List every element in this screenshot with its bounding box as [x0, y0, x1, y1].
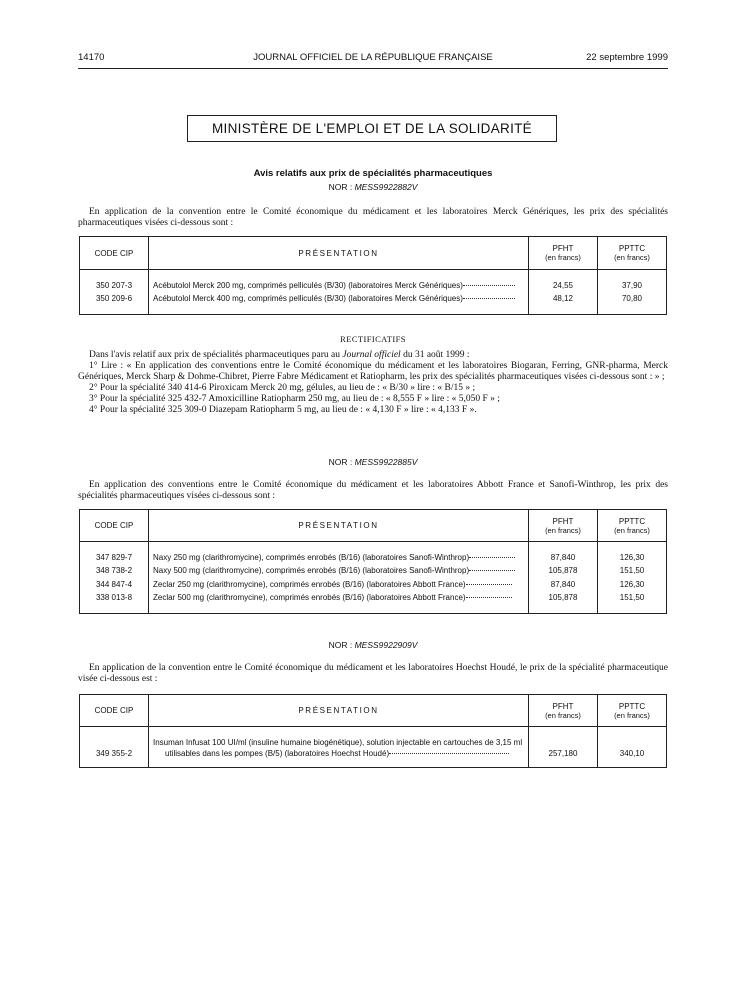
rectificatifs-intro [78, 350, 668, 361]
nor-code: MESS9922882V [354, 182, 418, 192]
col-header-ppttc [598, 695, 667, 727]
nor-reference-2 [78, 457, 668, 467]
pfht-value: 105,878 [529, 592, 598, 605]
ppttc-value: 340,10 [598, 737, 667, 759]
ppttc-unit: (en francs) [614, 253, 650, 262]
ppttc-value: 37,90 [598, 280, 667, 293]
presentation-cell [149, 737, 529, 759]
pfht-value: 87,840 [529, 552, 598, 565]
presentation-text: Acébutolol Merck 400 mg, comprimés pelliculés (B/30) (laboratoires Merck Génériques) [153, 294, 463, 303]
ppttc-value: 70,80 [598, 293, 667, 306]
presentation-cell [149, 579, 529, 592]
col-header-code: CODE CIP [80, 510, 149, 542]
nor-label: NOR : [328, 640, 353, 650]
pfht-value: 48,12 [529, 293, 598, 306]
code-cip: 344 847-4 [80, 579, 149, 592]
pfht-value: 24,55 [529, 280, 598, 293]
pfht-unit: (en francs) [545, 710, 581, 720]
rectificatif-item-3: 3° Pour la spécialité 325 432-7 Amoxicilline Ratiopharm 250 mg, au lieu de : « 8,555 F » lire : « 5,050 F » ; [89, 394, 500, 404]
leader-dots [469, 557, 515, 558]
table-row [80, 552, 667, 565]
pfht-value: 87,840 [529, 579, 598, 592]
presentation-text: Zeclar 500 mg (clarithromycine), comprimés enrobés (B/16) (laboratoires Abbott France) [153, 592, 466, 602]
page-number: 14170 [78, 52, 105, 63]
avis3-intro: En application de la convention entre le Comité économique du médicament et les laboratoires Hoechst Houdé, le prix de la spécialité pharmaceutique visée ci-dessous est : [78, 663, 668, 684]
col-header-pfht [529, 695, 598, 727]
nor-reference-1 [78, 182, 668, 192]
presentation-text: Naxy 500 mg (clarithromycine), comprimés enrobés (B/16) (laboratoires Sanofi-Winthrop) [153, 566, 470, 576]
pfht-value: 257,180 [529, 737, 598, 759]
journal-name: Journal officiel [342, 350, 401, 360]
presentation-cell [149, 552, 529, 565]
presentation-cell [149, 565, 529, 578]
col-header-pfht [529, 510, 598, 542]
nor-code: MESS9922909V [354, 640, 418, 650]
ppttc-label: PPTTC [618, 701, 646, 711]
table-row [80, 293, 667, 306]
intro-date: du 31 août 1999 : [400, 350, 470, 360]
leader-dots [463, 285, 515, 286]
presentation-text: Naxy 250 mg (clarithromycine), comprimés enrobés (B/16) (laboratoires Sanofi-Winthrop) [153, 553, 470, 562]
leader-dots [466, 597, 512, 598]
col-header-presentation: PRÉSENTATION [149, 510, 529, 542]
price-table-1 [79, 236, 667, 315]
code-cip: 347 829-7 [80, 552, 149, 565]
presentation-text-line-1: Insuman Infusat 100 UI/ml (insuline humaine biogénétique), solution injectable en cartouches de 3,15 ml [153, 738, 523, 747]
ppttc-unit: (en francs) [614, 525, 650, 535]
col-header-presentation: PRÉSENTATION [149, 237, 529, 270]
col-header-presentation: PRÉSENTATION [149, 695, 529, 727]
pfht-value: 105,878 [529, 565, 598, 578]
ppttc-label: PPTTC [618, 516, 646, 526]
nor-code: MESS9922885V [354, 457, 418, 467]
publication-date: 22 septembre 1999 [586, 52, 668, 63]
leader-dots [463, 298, 515, 299]
price-table-3 [79, 694, 667, 768]
ppttc-value: 151,50 [598, 565, 667, 578]
ministry-title: MINISTÈRE DE L'EMPLOI ET DE LA SOLIDARITÉ [187, 115, 557, 142]
ppttc-unit: (en francs) [614, 710, 650, 720]
nor-label: NOR : [328, 457, 353, 467]
presentation-text: Zeclar 250 mg (clarithromycine), comprimés enrobés (B/16) (laboratoires Abbott France) [153, 579, 466, 589]
presentation-text: Acébutolol Merck 200 mg, comprimés pelliculés (B/30) (laboratoires Merck Génériques) [153, 281, 463, 290]
rectificatif-item-4: 4° Pour la spécialité 325 309-0 Diazepam Ratiopharm 5 mg, au lieu de : « 4,130 F » lire : « 4,133 F ». [89, 405, 477, 415]
presentation-text-line-2: utilisables dans les pompes (B/5) (laboratoires Hoechst Houdé) [165, 749, 390, 758]
page-header [78, 52, 668, 66]
table-row [80, 280, 667, 293]
pfht-label: PFHT [552, 701, 574, 711]
code-cip: 350 209-6 [80, 293, 149, 306]
presentation-cell [149, 592, 529, 605]
leader-dots [389, 753, 509, 754]
avis1-intro: En application de la convention entre le Comité économique du médicament et les laboratoires Merck Génériques, les prix des spécialités pharmaceutiques visées ci-dessous sont : [78, 207, 668, 228]
col-header-code: CODE CIP [80, 237, 149, 270]
code-cip: 338 013-8 [80, 592, 149, 605]
leader-dots [469, 570, 515, 571]
col-header-ppttc [598, 510, 667, 542]
col-header-pfht [529, 237, 598, 270]
ppttc-value: 126,30 [598, 579, 667, 592]
avis2-intro: En application des conventions entre le Comité économique du médicament et les laboratoires Abbott France et Sanofi-Winthrop, les prix des spécialités pharmaceutiques visées ci-dessous sont : [78, 480, 668, 501]
pfht-unit: (en francs) [545, 253, 581, 262]
section-title: Avis relatifs aux prix de spécialités pharmaceutiques [253, 168, 493, 179]
table-row [80, 565, 667, 578]
rectificatif-item-1: 1° Lire : « En application des conventions entre le Comité économique du médicament et les laboratoires Biogaran, Ferring, GNR-pharma, Merck Génériques, Merck Sharp & Dohme-Chibret, Pierre Fabre Médicament et Ratiopharm, les prix des spécialités pharmaceutiques visées ci-dessous sont : » ; [78, 361, 668, 382]
presentation-cell [149, 293, 529, 306]
price-table-2 [79, 509, 667, 614]
code-cip: 349 355-2 [80, 737, 149, 759]
code-cip: 350 207-3 [80, 280, 149, 293]
intro-text: Dans l'avis relatif aux prix de spécialités pharmaceutiques paru au [89, 350, 343, 360]
table-row [80, 579, 667, 592]
col-header-ppttc [598, 237, 667, 270]
header-rule [78, 68, 668, 69]
rectificatif-item-2: 2° Pour la spécialité 340 414-6 Piroxicam Merck 20 mg, gélules, au lieu de : « B/30 » lire : « B/15 » ; [89, 383, 476, 393]
leader-dots [466, 584, 512, 585]
pfht-unit: (en francs) [545, 525, 581, 535]
rectificatifs-body [78, 350, 668, 416]
rectificatifs-heading: RECTIFICATIFS [340, 334, 406, 344]
table-row [80, 592, 667, 605]
pfht-label: PFHT [552, 244, 574, 253]
ppttc-value: 151,50 [598, 592, 667, 605]
col-header-code: CODE CIP [80, 695, 149, 727]
ppttc-value: 126,30 [598, 552, 667, 565]
code-cip: 348 738-2 [80, 565, 149, 578]
table-row [80, 737, 667, 759]
nor-reference-3 [78, 640, 668, 650]
pfht-label: PFHT [552, 516, 574, 526]
presentation-text-line-2-wrap [153, 748, 524, 759]
nor-label: NOR : [328, 182, 353, 192]
journal-title: JOURNAL OFFICIEL DE LA RÉPUBLIQUE FRANÇAISE [253, 52, 493, 63]
presentation-cell [149, 280, 529, 293]
ppttc-label: PPTTC [618, 244, 646, 253]
